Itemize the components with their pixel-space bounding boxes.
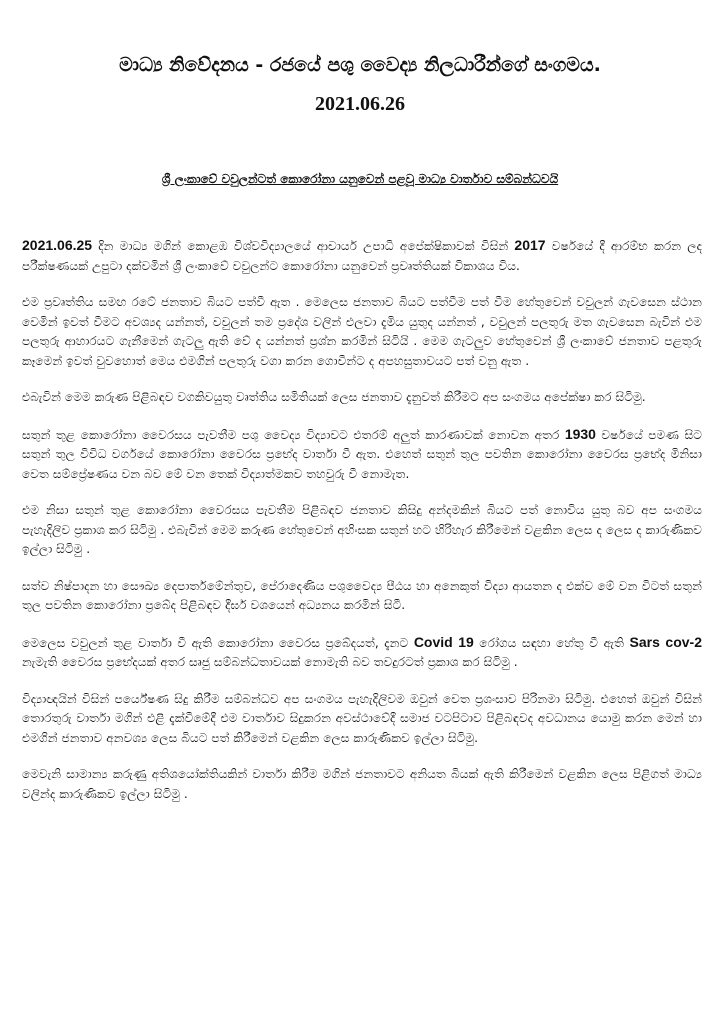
- covid-19-term: Covid 19: [413, 633, 474, 650]
- paragraph-7: [22, 633, 702, 673]
- news-date: 2021.06.25: [22, 237, 93, 253]
- paragraph-1-part-b: වර්ෂයේ දී ආරම්භ කරන ලද පරීක්ෂණයක් උපුටා දක්වමින් ශ්‍රී ලංකාවේ වවුලන්ට කොරෝනා යනුවෙන් ප්‍රවෘත්තියක් විකාශය විය.: [22, 239, 702, 273]
- paragraph-7-part-a: මෙලෙස වවුලන් තුළ වාර්තා වී ඇති කොරෝනා වෛරස ප්‍රබේදයත්, දැනට: [22, 635, 414, 650]
- paragraph-9: මෙවැනි සාමාන්‍ය කරුණු අතිශයෝක්තියකින් වාර්තා කිරීම මගින් ජනතාවට අනියත බියක් ඇති කිරීමෙන් වළකින ලෙස පිළිගත් මාධ්‍ය වලින්ද කාරුණිකව ඉල්ලා සිටිමු .: [22, 767, 702, 801]
- research-year: 2017: [514, 237, 546, 253]
- paragraph-1-part-a: දින මාධ්‍ය මගින් කොළඹ විශ්වවිද්‍යාලයේ ආචාර්ය උපාධි අපේක්ෂිකාවක් විසින්: [92, 239, 515, 253]
- paragraph-7-part-b: රෝගය සඳහා හේතු වී ඇති: [473, 635, 630, 650]
- paragraph-2: එම ප්‍රවෘත්තිය සමඟ රටේ ජනතාව බියට පත්වී ඇත . මෙලෙස ජනතාව බියට පත්වීම පත් වීම හේතුවෙන් වවුලන් ගැවසෙන ස්ථාන වෙමින් ඉවත් වීමට අවශ්‍යද යන්නත්, වවුලන් තම ප්‍රදේශ වලින් එලවා දැමිය යුතුද යන්නත් , වවුලන් පලතුරු මත ගැවසෙන බැවින් එම පලතුරු ආහාරයට ගැනීමෙන් ගැටලු ඇති වේ ද යන්නත් ප්‍රශ්න කරමින් සිටියි . මෙම ගැටලුව හේතුවෙන් ශ්‍රී ලංකාවේ ජනතාව පළතුරු කෑමෙන් ඉවත් වුවහොත් මෙය එමගින් පලතුරු වගා කරන ගොවීන්ට ද අපහසුතාවයට පත් වනු ඇත .: [22, 295, 702, 368]
- paragraph-6: සත්ව නිෂ්පාදන හා සෞඛ්‍ය දෙපාර්තමේන්තුව, පේරාදෙණිය පශුවෛද්‍ය පීඨය හා අනෙකුත් විද්‍යා ආයතන ද එක්ව මේ වන විටත් සතුන් තුල පවතින කොරෝනා ප්‍රබේද පිළිබඳව දීර්ඝ වශයෙන් අධ්‍යනය කරමින් සිටී.: [22, 578, 702, 612]
- paragraph-7-part-c: නැමැති වෛරස ප්‍රභේදයක් අතර සෘජු සම්බන්ධතාවයක් නොමැති බව තවදුරටත් ප්‍රකාශ කර සිටිමු .: [22, 655, 518, 669]
- document-subject: ශ්‍රී ලංකාවේ වවුලන්ටත් කොරෝනා යනුවෙන් පළවූ මාධ්‍ය වාර්තාව සම්බන්ධවයි: [161, 172, 559, 186]
- document-body: [22, 236, 702, 821]
- paragraph-1: [22, 236, 702, 276]
- document-date: 2021.06.26: [315, 93, 405, 115]
- paragraph-8: විද්‍යාඥයින් විසින් පර්යේෂණ සිදු කිරීම සම්බන්ධව අප සංගමය පැහැදිලිවම ඔවුන් වෙත ප්‍රශංසාව පිරිනමා සිටිමු. එහෙත් ඔවුන් විසින් තොරතුරු වාර්තා මගින් එළි දැක්වීමේදී එම වාර්තාව සිදුකරන අවස්ථාවේදී සමාජ වටපිටාව පිළිබඳවද අවධානය යොමු කරන මෙන් හා එමගින් ජනතාව අනවශ්‍ය ලෙස බියට පත් කිරීමෙන් වළකින ලෙස කාරුණිකව ඉල්ලා සිටිමු.: [22, 691, 702, 745]
- document-title: මාධ්‍ය නිවේදනය - රජයේ පශු වෛද්‍ය නිලධාරීන්ගේ සංගමය.: [119, 54, 601, 76]
- sars-cov-2-term: Sars cov-2: [629, 633, 702, 650]
- paragraph-3: එබැවින් මෙම කරුණ පිළිබඳව වගකිවයුතු වෘත්තිය සමිතියක් ලෙස ජනතාව දැනුවත් කිරීමට අප සංගමය අපේක්ෂා කර සිටිමු.: [22, 390, 646, 404]
- coronavirus-report-year: 1930: [564, 425, 596, 442]
- paragraph-4-part-b: වර්ෂයේ පමණ සිට සතුන් තුල විවිධ වර්ගයේ කොරෝනා වෛරස ප්‍රභේද වාර්තා වී ඇත. එහෙත් සතුන් තුල පවතින කොරෝනා වෛරස ප්‍රභේද මිනිසා වෙත සම්ප්‍රේෂණය වන බව මේ වන තෙක් විද්‍යාත්මකව තහවුරු වී නොමැත.: [22, 427, 702, 481]
- paragraph-4-part-a: සතුන් තුළ කොරෝනා වෛරසය පැවතීම පශු වෛද්‍ය විද්‍යාවට එතරම් අලුත් කාරණාවක් නොවන අතර: [22, 427, 565, 442]
- paragraph-5: එම නිසා සතුන් තුළ කොරෝනා වෛරසය පැවතීම පිළිබඳව ජනතාව කිසිදු අන්දමකින් බියට පත් නොවිය යුතු බව අප සංගමය පැහැදිලිව ප්‍රකාශ කර සිටිමු . එබැවින් මෙම කරුණ හේතුවෙන් අහිංසක සතුන් හට හිරිහැර කිරීමෙන් වළකින ලෙස ද ලෙස ද කාරුණිකව ඉල්ලා සිටිමු .: [22, 503, 702, 556]
- paragraph-4: [22, 425, 702, 485]
